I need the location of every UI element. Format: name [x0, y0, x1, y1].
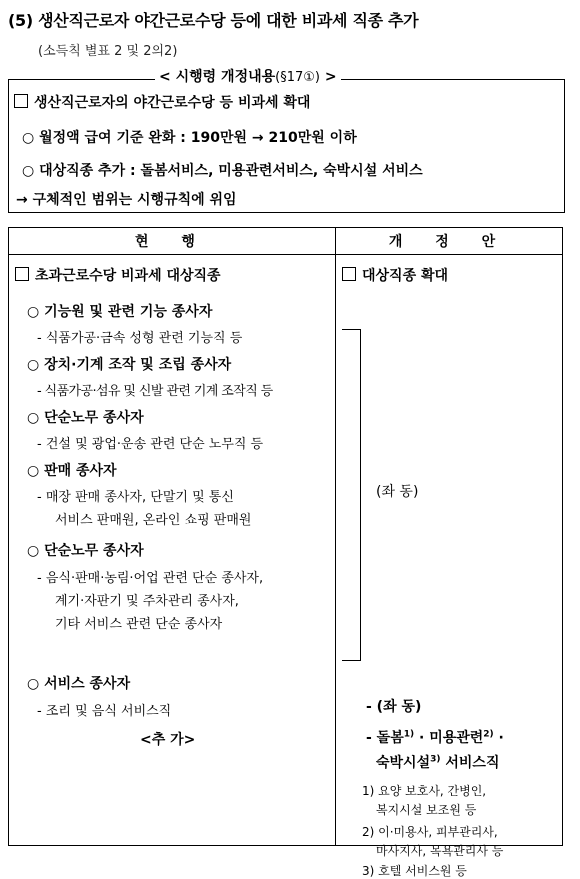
box-caption-end: >	[320, 69, 337, 85]
group-title: ○ 장치·기계 조작 및 조립 종사자	[27, 357, 232, 373]
header-current: 현 행	[9, 228, 336, 255]
checkbox-square-icon	[342, 267, 356, 281]
box-caption-ref: (§17①)	[275, 70, 320, 85]
header-revised: 개 정 안	[336, 228, 563, 255]
group-detail: - 조리 및 음식 서비스직	[37, 704, 172, 719]
bracket	[342, 329, 361, 661]
group-detail: - 건설 및 광업·운송 관련 단순 노무직 등	[37, 437, 264, 452]
box-caption-text: < 시행령 개정내용	[159, 69, 276, 85]
group-detail: 계기·자판기 및 주차관리 종사자,	[55, 594, 239, 609]
revised-heading-text: 대상직종 확대	[362, 268, 449, 284]
current-heading	[15, 265, 221, 285]
group-title: ○ 기능원 및 관련 기능 종사자	[27, 304, 213, 320]
checkbox-square-icon	[15, 267, 29, 281]
revised-heading	[342, 265, 448, 285]
box-bullet-1: ○ 월정액 급여 기준 완화 : 190만원 → 210만원 이하	[22, 130, 357, 146]
group-title: ○ 서비스 종사자	[27, 676, 131, 692]
box-heading	[14, 92, 310, 112]
group-detail: 기타 서비스 관련 단순 종사자	[55, 617, 223, 632]
group-detail: - 음식·판매·농림·어업 관련 단순 종사자,	[37, 571, 264, 586]
box-caption	[155, 66, 341, 86]
group-detail: 서비스 판매원, 온라인 쇼핑 판매원	[55, 513, 252, 528]
group-title: ○ 판매 종사자	[27, 463, 117, 479]
footnote: 3) 호텔 서비스원 등	[362, 864, 467, 878]
footnote: 복지시설 보조원 등	[376, 803, 477, 817]
section-subtitle: (소득칙 별표 2 및 2의2)	[38, 44, 178, 59]
footnote: 2) 이·미용사, 피부관리사,	[362, 825, 498, 839]
added-line-1: - 돌봄$^{1)}$ · 미용관련$^{2)}$ ·	[366, 729, 504, 746]
footnote: 1) 요양 보호사, 간병인,	[362, 784, 487, 798]
add-label: <추 가>	[140, 732, 196, 748]
added-line-2: 숙박시설$^{3)}$ 서비스직	[376, 754, 500, 771]
box-heading-text: 생산직근로자의 야간근로수당 등 비과세 확대	[34, 95, 311, 111]
group-title: ○ 단순노무 종사자	[27, 543, 144, 559]
section-title: (5) 생산직근로자 야간근로수당 등에 대한 비과세 직종 추가	[8, 11, 419, 30]
same-as-left-label: (좌 동)	[376, 484, 419, 500]
current-column	[9, 255, 336, 846]
group-title: ○ 단순노무 종사자	[27, 410, 144, 426]
footnote: 마사지사, 목욕관리사 등	[376, 844, 504, 858]
current-heading-text: 초과근로수당 비과세 대상직종	[35, 268, 221, 284]
group-detail: - 식품가공·섬유 및 신발 관련 기계 조작직 등	[37, 384, 273, 399]
group-detail: - 식품가공·금속 성형 관련 기능직 등	[37, 331, 243, 346]
same-as-left-label-2: - (좌 동)	[366, 699, 422, 715]
revised-column	[336, 255, 563, 878]
checkbox-square-icon	[14, 94, 28, 108]
box-bullet-2: ○ 대상직종 추가 : 돌봄서비스, 미용관련서비스, 숙박시설 서비스	[22, 163, 423, 179]
group-detail: - 매장 판매 종사자, 단말기 및 통신	[37, 490, 234, 505]
comparison-table	[8, 227, 563, 878]
box-arrow-line: → 구체적인 범위는 시행규칙에 위임	[16, 192, 237, 208]
